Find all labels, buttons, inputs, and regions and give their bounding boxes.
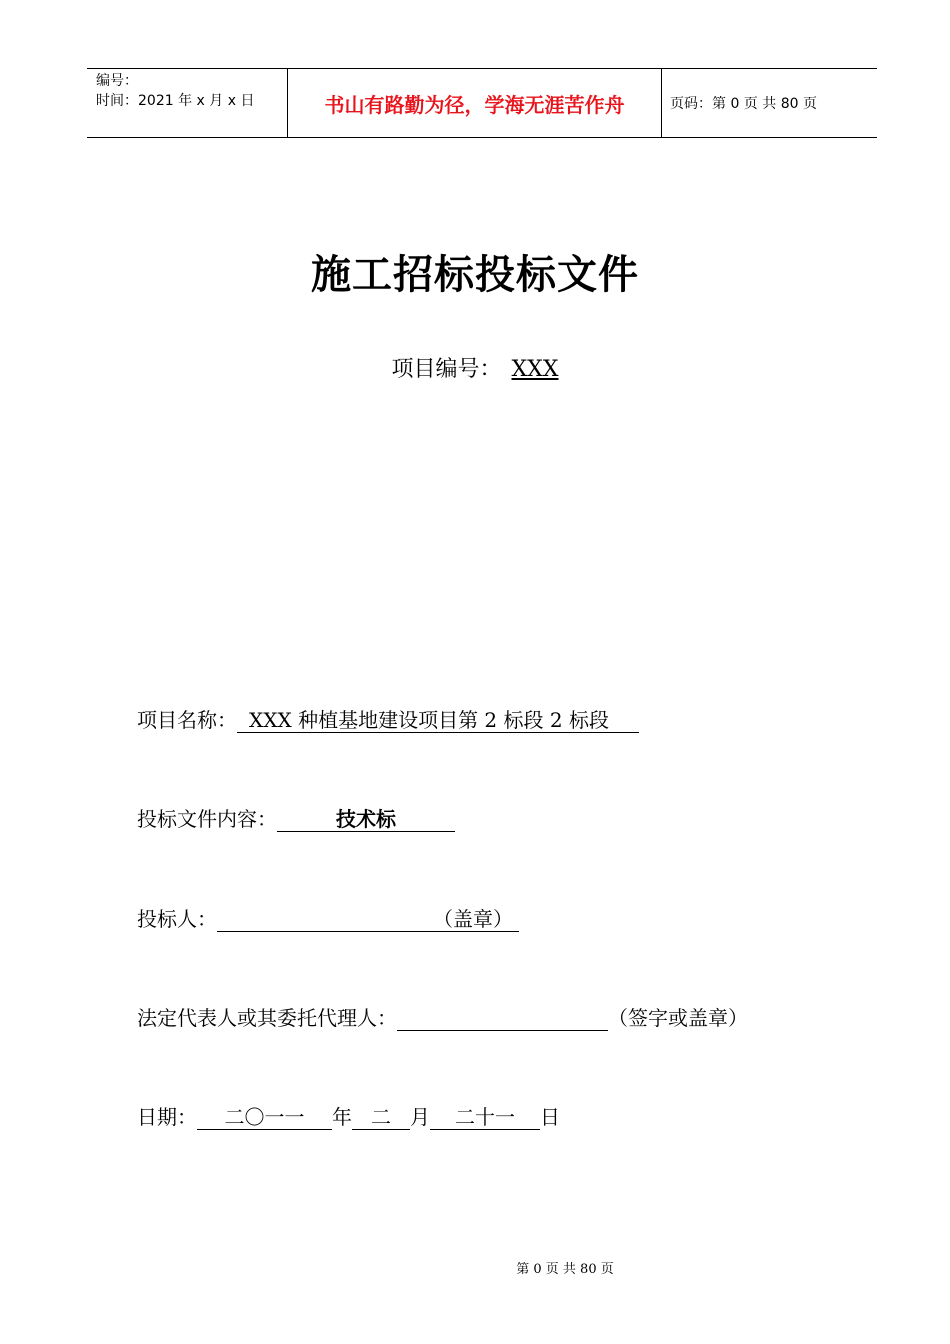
date-day-unit: 日 (540, 1105, 560, 1129)
header-time-label: 时间：2021 年 x 月 x 日 (96, 93, 255, 109)
representative-signature-line (397, 1030, 608, 1031)
date-month-value: 二 (352, 1105, 410, 1130)
date-label: 日期： (137, 1105, 197, 1129)
bid-content-row (137, 803, 455, 832)
date-row (137, 1101, 560, 1130)
project-number (0, 352, 950, 383)
bidder-label: 投标人： (137, 907, 217, 931)
header-meta-cell (87, 69, 288, 137)
representative-row (137, 1002, 748, 1031)
date-year-value: 二〇一一 (197, 1105, 332, 1130)
bidder-row (137, 903, 519, 932)
representative-label: 法定代表人或其委托代理人： (137, 1006, 397, 1030)
header-page-info: 页码：第 0 页 共 80 页 (670, 96, 817, 112)
project-number-label: 项目编号： (391, 357, 502, 382)
date-month-unit: 月 (410, 1105, 430, 1129)
project-name-label: 项目名称： (137, 708, 237, 732)
project-name-row (137, 704, 639, 733)
page-header (87, 68, 877, 138)
header-motto: 书山有路勤为径，学海无涯苦作舟 (288, 69, 662, 137)
bid-content-label: 投标文件内容： (137, 807, 277, 831)
project-number-value: XXX (511, 357, 559, 382)
representative-note: （签字或盖章） (608, 1006, 748, 1030)
page-footer: 第 0 页 共 80 页 (516, 1262, 614, 1277)
bidder-seal-line: （盖章） (217, 907, 519, 932)
header-number-label: 编号： (96, 73, 138, 89)
bid-content-value: 技术标 (277, 807, 455, 832)
document-title: 施工招标投标文件 (311, 251, 639, 298)
date-day-value: 二十一 (430, 1105, 540, 1130)
project-name-value: XXX 种植基地建设项目第 2 标段 2 标段 (237, 708, 639, 733)
date-year-unit: 年 (332, 1105, 352, 1129)
